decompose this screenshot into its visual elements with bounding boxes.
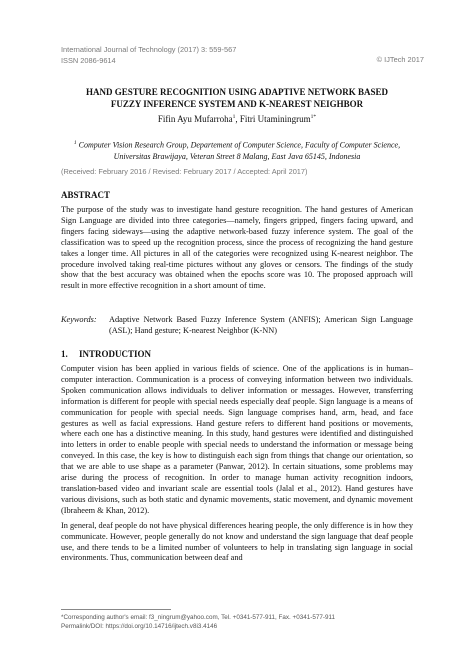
author-affil-sup: 1 [232, 114, 236, 120]
author-name: Fitri Utaminingrum [239, 114, 311, 124]
footnote-email: *Corresponding author's email: f3_ningrum@yahoo.com, Tel. +0341-577-911, Fax. +0341-577-911 [61, 614, 335, 621]
paper-title [61, 86, 413, 110]
journal-info [61, 44, 236, 66]
journal-citation: International Journal of Technology (2017) 3: 559-567 [61, 45, 237, 54]
keywords-text: Adaptive Network Based Fuzzy Inference System (ANFIS); American Sign Language (ASL); Hand gesture; K-nearest Neighbor (K-NN) [109, 315, 413, 335]
section-title: INTRODUCTION [79, 349, 152, 359]
abstract-heading: ABSTRACT [61, 190, 111, 200]
introduction-body [61, 364, 413, 568]
copyright-notice: © IJTech 2017 [376, 55, 424, 64]
affiliation [61, 138, 413, 162]
keywords [61, 315, 413, 337]
author-list [61, 114, 413, 124]
affiliation-line-2: Universitas Brawijaya, Veteran Street 8 Malang, East Java 65145, Indonesia [113, 151, 361, 161]
section-number: 1. [61, 349, 68, 359]
intro-paragraph-2: In general, deaf people do not have physical differences hearing people, the only difference is in how they communicate. However, people generally do not know and understand the sign language that deaf people use, and there tends to be a limited number of volunteers to help in translating sign language in social environments. Thus, communication between deaf and [61, 520, 413, 563]
section-heading [61, 349, 151, 359]
title-line-1: HAND GESTURE RECOGNITION USING ADAPTIVE NETWORK BASED [85, 87, 389, 97]
title-line-2: FUZZY INFERENCE SYSTEM AND K-NEAREST NEIGHBOR [110, 99, 364, 109]
footnote-doi: Permalink/DOI: https://doi.org/10.14716/ijtech.v8i3.4146 [61, 623, 218, 630]
footnote-divider [61, 609, 171, 610]
keywords-label: Keywords: [61, 315, 97, 324]
intro-paragraph-1: Computer vision has been applied in various fields of science. One of the applications is in human–computer interaction. Communication is a process of conveying information between two individuals. Spoken communication allows individuals to deliver information or messages. However, transferring information is different for people with special needs especially deaf people. Sign language is a means of communication for people with special needs. Sign language comprises hand, arm, head, and face gestures as well as facial expressions. Hand gesture refers to different hand positions or movements, where each one has a distinctive meaning. In this study, hand gestures were identified and distinguished into letters in order to enable people with special needs to understand the information or message being conveyed. In this case, the key is how to distinguish each sign from things that change our orientation, so that we are able to use shape as a parameter (Panwar, 2012). In certain situations, some problems may arise during the process of recognition. In order to manage human activity recognition indoors, translation-based video and invariant scale are essential tools (Jalal et al., 2012). Hand gestures have various divisions, such as both static and dynamic movements, static movement, and dynamic movement (Ibraheem & Khan, 2012). [61, 364, 413, 515]
author-affil-sup: 1* [310, 114, 317, 120]
footnote [61, 613, 335, 631]
abstract-text: The purpose of the study was to investigate hand gesture recognition. The hand gestures of American Sign Language are divided into three categories—namely, fingers gripped, fingers facing upward, and fingers facing sideways—using the adaptive network-based fuzzy inference system. The goal of the classification was to speed up the recognition process, since the process of recognizing the hand gesture takes a longer time. All pictures in all of the categories were recognized using K-nearest neighbor. The procedure involved taking real-time pictures without any gloves or censors. The findings of the study show that the best accuracy was obtained when the epochs score was 10. The proposed approach will result in more effective recognition in a short amount of time. [61, 205, 413, 291]
affiliation-line-1: Computer Vision Research Group, Departement of Computer Science, Faculty of Computer Science, [78, 140, 401, 150]
author-name: Fifin Ayu Mufarroha [157, 114, 233, 124]
author-separator: , [235, 114, 240, 124]
journal-issn: ISSN 2086-9614 [61, 56, 116, 65]
received-dates: (Received: February 2016 / Revised: February 2017 / Accepted: April 2017) [61, 167, 308, 176]
affiliation-sup: 1 [73, 140, 77, 146]
